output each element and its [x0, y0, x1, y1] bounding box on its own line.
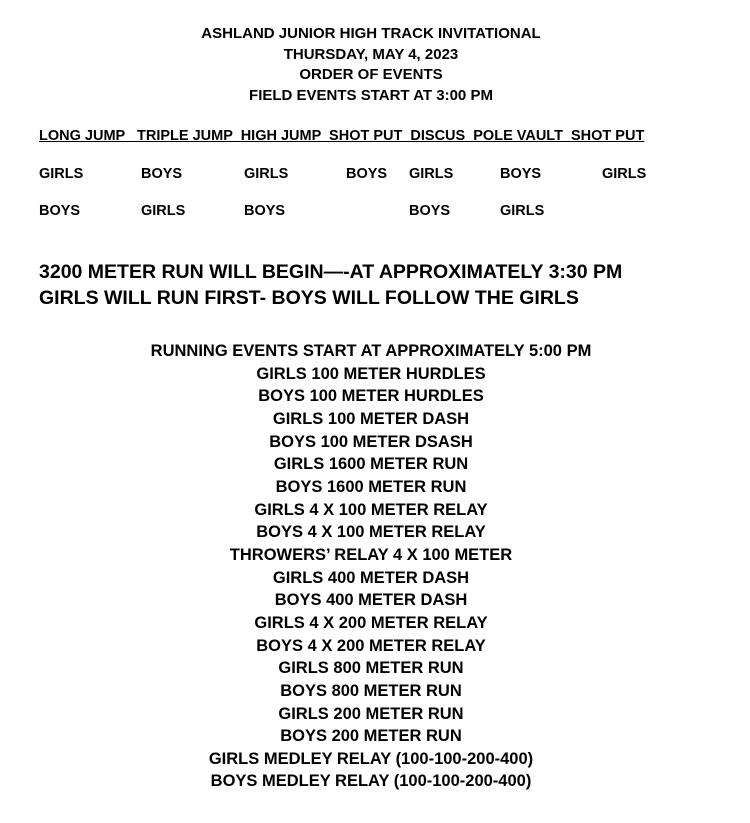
- list-item: GIRLS 200 METER RUN: [278, 704, 464, 723]
- run-3200-order-notice: GIRLS WILL RUN FIRST- BOYS WILL FOLLOW THE GIRLS: [39, 287, 579, 309]
- list-item: GIRLS MEDLEY RELAY (100-100-200-400): [208, 749, 534, 768]
- list-item: BOYS 800 METER RUN: [280, 681, 462, 700]
- high-jump-session-2: BOYS: [244, 203, 286, 219]
- list-item: GIRLS 100 METER DASH: [272, 409, 470, 428]
- list-item: GIRLS 800 METER RUN: [278, 659, 464, 678]
- list-item: BOYS MEDLEY RELAY (100-100-200-400): [210, 772, 532, 791]
- list-item: GIRLS 1600 METER RUN: [273, 455, 469, 474]
- running-events-list: [0, 340, 742, 793]
- pole-vault-session-1: BOYS: [500, 166, 542, 182]
- list-item: BOYS 200 METER RUN: [280, 727, 462, 746]
- list-item: BOYS 4 X 100 METER RELAY: [256, 523, 486, 542]
- list-item: BOYS 100 METER HURDLES: [258, 387, 484, 406]
- discus-session-2: BOYS: [409, 203, 451, 219]
- field-events-start-time: FIELD EVENTS START AT 3:00 PM: [249, 87, 493, 105]
- long-jump-session-2: BOYS: [39, 203, 81, 219]
- running-events-heading: RUNNING EVENTS START AT APPROXIMATELY 5:00 PM: [150, 342, 592, 360]
- document-header: [0, 24, 742, 107]
- order-of-events-title: ORDER OF EVENTS: [299, 66, 443, 84]
- list-item: BOYS 4 X 200 METER RELAY: [256, 636, 486, 655]
- list-item: BOYS 1600 METER RUN: [275, 477, 467, 496]
- list-item: GIRLS 4 X 200 METER RELAY: [254, 613, 488, 632]
- field-events-column-headers: LONG JUMP TRIPLE JUMP HIGH JUMP SHOT PUT DISCUS POLE VAULT SHOT PUT: [39, 128, 645, 144]
- triple-jump-session-1: BOYS: [141, 166, 183, 182]
- list-item: BOYS 400 METER DASH: [274, 591, 468, 610]
- meet-date: THURSDAY, MAY 4, 2023: [283, 45, 459, 63]
- list-item: GIRLS 4 X 100 METER RELAY: [254, 500, 488, 519]
- list-item: BOYS 100 METER DSASH: [269, 432, 473, 451]
- pole-vault-session-2: GIRLS: [500, 203, 545, 219]
- triple-jump-session-2: GIRLS: [141, 203, 186, 219]
- long-jump-session-1: GIRLS: [39, 166, 84, 182]
- run-3200-start-notice: 3200 METER RUN WILL BEGIN—-AT APPROXIMATELY 3:30 PM: [39, 261, 623, 283]
- list-item: GIRLS 400 METER DASH: [272, 568, 470, 587]
- high-jump-session-1: GIRLS: [244, 166, 289, 182]
- discus-session-1: GIRLS: [409, 166, 454, 182]
- list-item: GIRLS 100 METER HURDLES: [256, 364, 486, 383]
- list-item: THROWERS’ RELAY 4 X 100 METER: [229, 545, 513, 564]
- shot-put-2-session-1: GIRLS: [602, 166, 647, 182]
- meet-title: ASHLAND JUNIOR HIGH TRACK INVITATIONAL: [201, 25, 541, 42]
- shot-put-session-1: BOYS: [346, 166, 388, 182]
